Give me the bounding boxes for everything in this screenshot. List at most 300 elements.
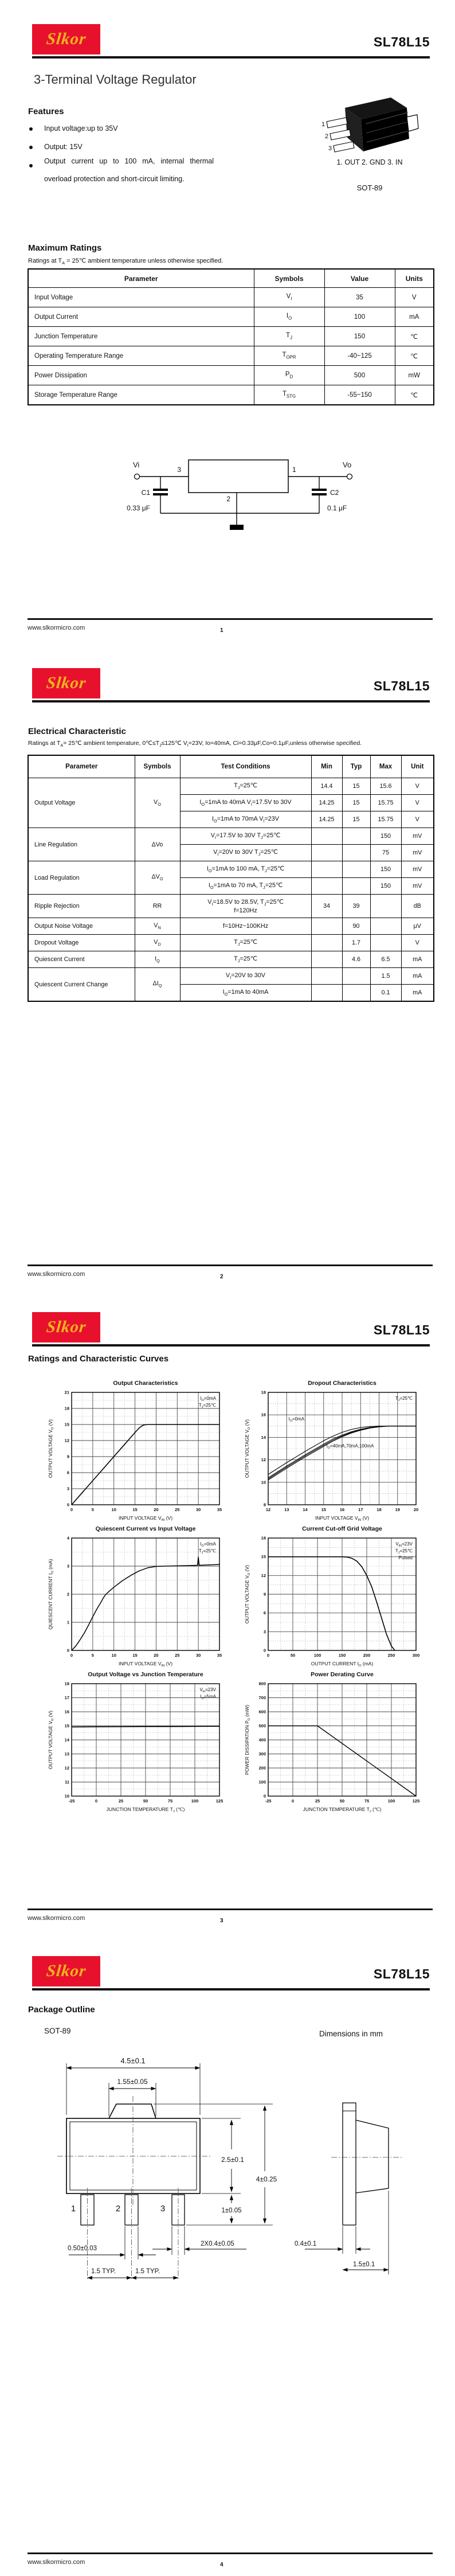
svg-text:16: 16 xyxy=(64,1709,69,1715)
brand-logo-text: Slkor xyxy=(45,1318,87,1336)
svg-text:6: 6 xyxy=(66,1470,69,1476)
svg-text:17: 17 xyxy=(358,1507,363,1512)
table-row xyxy=(28,935,434,951)
unit-cell: μV xyxy=(401,918,434,935)
chart-power-derating xyxy=(242,1669,432,1813)
param-cell: Dropout Voltage xyxy=(28,935,135,951)
param-cell: Storage Temperature Range xyxy=(28,385,254,405)
dim-total-height: 4±0.25 xyxy=(256,2175,277,2183)
table-row xyxy=(28,307,434,327)
brand-logo-text: Slkor xyxy=(45,674,87,692)
package-3d-image xyxy=(309,92,430,155)
svg-text:TJ=25℃: $T_J=25℃$ xyxy=(198,1403,216,1409)
svg-text:OUTPUT VOLTAGE VO (V): OUTPUT VOLTAGE $V_O$ (V) xyxy=(48,1710,54,1770)
svg-text:18: 18 xyxy=(64,1406,69,1411)
svg-text:9: 9 xyxy=(263,1591,266,1597)
svg-text:15: 15 xyxy=(321,1507,326,1512)
min-cell xyxy=(311,951,342,968)
max-cell xyxy=(370,895,401,918)
maximum-ratings-table xyxy=(28,268,434,405)
bullet-icon xyxy=(29,127,33,131)
c1-label: C1 xyxy=(141,489,150,497)
svg-text:TJ=25℃: $T_J=25℃$ xyxy=(395,1548,413,1555)
footer-rule xyxy=(28,2552,433,2554)
curves-heading: Ratings and Characteristic Curves xyxy=(28,1354,169,1364)
brand-logo xyxy=(32,1956,100,1986)
symbol-cell: $\Delta V_O$ xyxy=(135,861,180,895)
param-cell: Line Regulation xyxy=(28,828,135,861)
svg-text:0: 0 xyxy=(263,1793,266,1799)
param-cell: Operating Temperature Range xyxy=(28,346,254,366)
pin-number: 2 xyxy=(325,133,329,140)
cond-cell: $V_I=20V$ to 30V $T_J=25℃$ xyxy=(180,845,311,861)
svg-text:0: 0 xyxy=(70,1653,73,1658)
svg-text:25: 25 xyxy=(175,1653,180,1658)
table-row xyxy=(28,861,434,878)
svg-text:200: 200 xyxy=(258,1765,266,1771)
svg-text:100: 100 xyxy=(313,1653,321,1658)
electrical-heading: Electrical Characteristic xyxy=(28,727,126,736)
electrical-characteristics-table xyxy=(28,755,434,1002)
pin-number: 1 xyxy=(321,121,325,128)
unit-cell: dB xyxy=(401,895,434,918)
svg-text:15: 15 xyxy=(261,1554,266,1560)
unit-cell: mV xyxy=(401,845,434,861)
pin-number: 2 xyxy=(115,2204,121,2214)
value-cell: -40~125 xyxy=(324,346,395,366)
product-title: SL78L15 xyxy=(373,34,430,49)
chart-dropout-characteristics xyxy=(242,1377,432,1522)
unit-cell: mV xyxy=(401,878,434,895)
pin-number: 3 xyxy=(160,2204,166,2214)
pin-number: 1 xyxy=(70,2204,76,2214)
min-cell xyxy=(311,861,342,878)
package-pins-caption: 1. OUT 2. GND 3. IN xyxy=(336,158,403,166)
svg-text:800: 800 xyxy=(258,1681,266,1687)
unit-cell: mA xyxy=(401,951,434,968)
cond-cell: $I_O=1mA$ to 70mA $V_I=23V$ xyxy=(180,811,311,828)
package-tab xyxy=(407,115,418,131)
svg-text:500: 500 xyxy=(258,1723,266,1728)
svg-text:600: 600 xyxy=(258,1709,266,1715)
svg-text:13: 13 xyxy=(64,1751,69,1757)
features-heading: Features xyxy=(28,107,64,116)
svg-text:OUTPUT CURRENT IO (mA): OUTPUT CURRENT $I_O$ (mA) xyxy=(311,1661,374,1668)
unit-cell: mA xyxy=(401,968,434,985)
cond-cell: f=10Hz~100KHz xyxy=(180,918,311,935)
svg-text:35: 35 xyxy=(217,1507,222,1512)
svg-text:300: 300 xyxy=(412,1653,420,1658)
min-cell: 34 xyxy=(311,895,342,918)
param-cell: Ripple Rejection xyxy=(28,895,135,918)
param-cell: Output Voltage xyxy=(28,778,135,828)
symbol-cell: RR xyxy=(135,895,180,918)
table-row xyxy=(28,327,434,346)
value-cell: 150 xyxy=(324,327,395,346)
param-cell: Load Regulation xyxy=(28,861,135,895)
col-units: Units xyxy=(395,269,434,288)
svg-text:15: 15 xyxy=(64,1723,69,1728)
feature-item: Output current up to 100 mA, internal thermal overload protection and short-circuit limiting. xyxy=(44,157,214,183)
min-cell xyxy=(311,968,342,985)
typ-cell: 4.6 xyxy=(342,951,370,968)
col-parameter: Parameter xyxy=(28,269,254,288)
table-row xyxy=(28,918,434,935)
cond-cell: $I_O=1mA$ to 100 mA, $T_J=25℃$ xyxy=(180,861,311,878)
svg-text:0: 0 xyxy=(70,1507,73,1512)
symbol-cell: ΔVo xyxy=(135,828,180,861)
svg-text:10: 10 xyxy=(111,1507,116,1512)
brand-logo-text: Slkor xyxy=(45,1962,87,1980)
svg-text:JUNCTION TEMPERATURE TJ: JUNCTION TEMPERATURE $T_J$ (℃) xyxy=(303,1806,382,1813)
regulator-ic-box xyxy=(189,460,288,493)
table-row xyxy=(28,778,434,795)
svg-text:4: 4 xyxy=(66,1535,69,1541)
pin3-label: 3 xyxy=(177,466,181,474)
svg-text:IO=5mA: $I_O=5mA$ xyxy=(200,1694,216,1700)
value-cell: 100 xyxy=(324,307,395,327)
svg-text:INPUT VOLTAGE VIN (V): INPUT VOLTAGE $V_{IN}$ (V) xyxy=(118,1515,173,1522)
header-rule xyxy=(32,1344,430,1346)
cond-cell: $I_O=1mA$ to 70 mA, $T_J=25℃$ xyxy=(180,878,311,895)
dimensions-note: Dimensions in mm xyxy=(319,2029,383,2038)
svg-text:10: 10 xyxy=(261,1480,266,1485)
svg-text:17: 17 xyxy=(64,1695,69,1700)
svg-text:100: 100 xyxy=(191,1798,199,1804)
symbol-cell: $\Delta I_Q$ xyxy=(135,968,180,1002)
unit-cell: V xyxy=(401,795,434,811)
svg-text:20: 20 xyxy=(154,1653,159,1658)
c1-value: 0.33 μF xyxy=(127,504,150,512)
svg-text:0: 0 xyxy=(291,1798,295,1804)
max-cell: 150 xyxy=(370,861,401,878)
svg-text:Vin=23V: $V_{in}=23V$ xyxy=(199,1687,216,1693)
svg-text:25: 25 xyxy=(175,1507,180,1512)
svg-text:30: 30 xyxy=(195,1653,201,1658)
svg-text:Pulsed: Pulsed xyxy=(398,1555,413,1560)
cond-cell: $T_J=25℃$ xyxy=(180,935,311,951)
svg-text:15: 15 xyxy=(132,1653,138,1658)
brand-logo xyxy=(32,1312,100,1342)
svg-text:0: 0 xyxy=(263,1648,266,1653)
svg-text:16: 16 xyxy=(261,1412,266,1418)
package-outline-drawing xyxy=(46,2042,424,2288)
svg-text:35: 35 xyxy=(217,1653,222,1658)
cond-cell: $T_J=25℃$ xyxy=(180,951,311,968)
chart-output-characteristics xyxy=(46,1377,235,1522)
svg-text:100: 100 xyxy=(258,1779,266,1785)
symbol-cell: $V_N$ xyxy=(135,918,180,935)
dim-pin-pitch: 1.5 TYP. xyxy=(91,2268,116,2275)
svg-text:12: 12 xyxy=(64,1765,69,1771)
dim-body-height: 2.5±0.1 xyxy=(221,2156,244,2164)
svg-text:50: 50 xyxy=(143,1798,148,1804)
svg-text:Quiescent Current vs Input Vol: Quiescent Current vs Input Voltage xyxy=(95,1525,196,1532)
chart-quiescent-current xyxy=(46,1523,235,1668)
max-cell: 15.6 xyxy=(370,778,401,795)
pin2-label: 2 xyxy=(226,495,230,503)
svg-text:150: 150 xyxy=(338,1653,346,1658)
svg-text:15: 15 xyxy=(132,1507,138,1512)
pin-number: 3 xyxy=(328,145,332,152)
svg-text:3: 3 xyxy=(263,1629,266,1634)
cond-cell: $I_O=1mA$ to 40mA xyxy=(180,985,311,1002)
svg-text:15: 15 xyxy=(64,1422,69,1427)
page-number: 3 xyxy=(220,1918,223,1924)
value-cell: -55~150 xyxy=(324,385,395,405)
units-cell: ℃ xyxy=(395,346,434,366)
svg-text:0: 0 xyxy=(66,1502,69,1508)
application-circuit-diagram xyxy=(120,453,367,539)
symbol-cell: $T_{OPR}$ xyxy=(254,346,324,366)
param-cell: Output Current xyxy=(28,307,254,327)
cond-cell: $V_I=20V$ to 30V xyxy=(180,968,311,985)
svg-text:13: 13 xyxy=(284,1507,289,1512)
svg-text:Current Cut-off Grid Voltage: Current Cut-off Grid Voltage xyxy=(302,1525,382,1532)
table-row xyxy=(28,385,434,405)
svg-text:1: 1 xyxy=(66,1619,69,1625)
svg-text:18: 18 xyxy=(261,1535,266,1541)
svg-text:0: 0 xyxy=(66,1648,69,1653)
svg-text:12: 12 xyxy=(64,1438,69,1443)
header-rule xyxy=(32,700,430,702)
min-cell xyxy=(311,845,342,861)
unit-cell: V xyxy=(401,811,434,828)
svg-text:IO=0mA: $I_O=0mA$ xyxy=(200,1541,216,1548)
svg-text:8: 8 xyxy=(263,1502,266,1508)
param-cell: Power Dissipation xyxy=(28,366,254,385)
param-cell: Junction Temperature xyxy=(28,327,254,346)
value-cell: 500 xyxy=(324,366,395,385)
svg-text:30: 30 xyxy=(195,1507,201,1512)
package-name: SOT-89 xyxy=(44,2027,71,2035)
svg-text:25: 25 xyxy=(118,1798,124,1804)
svg-text:POWER DISSIPATION PD (mW: POWER DISSIPATION $P_D$ (mW) xyxy=(244,1704,251,1775)
dim-pin-thickness: 0.4±0.1 xyxy=(295,2241,317,2247)
svg-text:21: 21 xyxy=(64,1390,69,1395)
max-cell: 15.75 xyxy=(370,795,401,811)
typ-cell: 15 xyxy=(342,811,370,828)
unit-cell: mV xyxy=(401,861,434,878)
svg-text:VIN=23V: $V_{IN}=23V$ xyxy=(395,1541,413,1548)
unit-cell: V xyxy=(401,935,434,951)
svg-text:3: 3 xyxy=(66,1486,69,1492)
col-min: Min xyxy=(311,755,342,778)
col-parameter: Parameter xyxy=(28,755,135,778)
feature-item: Input voltage:up to 35V xyxy=(44,124,118,132)
svg-text:50: 50 xyxy=(290,1653,296,1658)
svg-text:TJ=25℃: $T_J=25℃$ xyxy=(198,1548,216,1555)
svg-text:400: 400 xyxy=(258,1737,266,1743)
product-title: SL78L15 xyxy=(373,1322,430,1337)
col-typ: Typ xyxy=(342,755,370,778)
svg-text:Dropout Characteristics: Dropout Characteristics xyxy=(308,1380,376,1387)
table-row xyxy=(28,895,434,918)
package-outline-heading: Package Outline xyxy=(28,2005,95,2015)
svg-text:OUTPUT VOLTAGE VO (V): OUTPUT VOLTAGE $V_O$ (V) xyxy=(244,1564,251,1624)
unit-cell: mV xyxy=(401,828,434,845)
chart-current-cutoff xyxy=(242,1523,432,1668)
page-number: 1 xyxy=(220,627,223,634)
table-row xyxy=(28,968,434,985)
svg-text:5: 5 xyxy=(91,1653,94,1658)
min-cell: 14.25 xyxy=(311,795,342,811)
min-cell: 14.4 xyxy=(311,778,342,795)
vo-label: Vo xyxy=(343,460,352,469)
typ-cell: 39 xyxy=(342,895,370,918)
units-cell: ℃ xyxy=(395,385,434,405)
svg-text:125: 125 xyxy=(412,1798,420,1804)
svg-text:16: 16 xyxy=(339,1507,345,1512)
svg-text:INPUT VOLTAGE VIN (V): INPUT VOLTAGE $V_{IN}$ (V) xyxy=(315,1515,370,1522)
header-rule xyxy=(32,56,430,58)
unit-cell: V xyxy=(401,778,434,795)
dim-tab-width: 1.55±0.05 xyxy=(117,2078,148,2086)
svg-text:5: 5 xyxy=(91,1507,94,1512)
svg-text:75: 75 xyxy=(167,1798,173,1804)
cond-cell: $V_I=17.5V$ to 30V $T_J=25℃$ xyxy=(180,828,311,845)
max-cell: 150 xyxy=(370,878,401,895)
svg-text:18: 18 xyxy=(64,1681,69,1687)
svg-text:200: 200 xyxy=(363,1653,371,1658)
svg-text:25: 25 xyxy=(315,1798,320,1804)
svg-text:IO=0mA: $I_O=0mA$ xyxy=(200,1396,216,1402)
svg-text:250: 250 xyxy=(387,1653,395,1658)
min-cell xyxy=(311,878,342,895)
ground-symbol xyxy=(230,525,244,530)
svg-text:0: 0 xyxy=(95,1798,98,1804)
svg-text:10: 10 xyxy=(64,1793,69,1799)
svg-text:-25: -25 xyxy=(265,1798,272,1804)
typ-cell: 90 xyxy=(342,918,370,935)
max-cell: 75 xyxy=(370,845,401,861)
vi-label: Vi xyxy=(133,460,140,469)
max-cell xyxy=(370,918,401,935)
param-cell: Input Voltage xyxy=(28,288,254,307)
svg-text:TJ=25℃: $T_J=25℃$ xyxy=(395,1396,413,1402)
param-cell: Quiescent Current xyxy=(28,951,135,968)
page-number: 2 xyxy=(220,1274,223,1280)
svg-text:JUNCTION TEMPERATURE TJ: JUNCTION TEMPERATURE $T_J$ (℃) xyxy=(106,1806,185,1813)
col-symbols: Symbols xyxy=(254,269,324,288)
col-max: Max xyxy=(370,755,401,778)
table-row xyxy=(28,366,434,385)
max-cell: 6.5 xyxy=(370,951,401,968)
units-cell: V xyxy=(395,288,434,307)
svg-text:12: 12 xyxy=(265,1507,271,1512)
svg-text:19: 19 xyxy=(395,1507,400,1512)
svg-text:3: 3 xyxy=(66,1563,69,1569)
vo-terminal xyxy=(347,474,352,479)
c2-label: C2 xyxy=(330,489,339,497)
max-cell: 15.75 xyxy=(370,811,401,828)
svg-text:INPUT VOLTAGE VIN (V): INPUT VOLTAGE $V_{IN}$ (V) xyxy=(118,1661,173,1668)
svg-text:IO=40mA,70mA,100mA: $I_O=40mA,70mA,100mA$ xyxy=(326,1443,374,1450)
svg-text:IO=0mA: $I_O=0mA$ xyxy=(288,1416,305,1423)
typ-cell xyxy=(342,828,370,845)
svg-text:QUIESCENT CURRENT IO (mA: QUIESCENT CURRENT $I_O$ (mA) xyxy=(48,1559,54,1630)
bullet-icon xyxy=(29,164,33,167)
svg-text:Output Voltage vs Junction Tem: Output Voltage vs Junction Temperature xyxy=(88,1671,203,1678)
min-cell xyxy=(311,918,342,935)
product-title: SL78L15 xyxy=(373,1966,430,1981)
svg-text:50: 50 xyxy=(339,1798,345,1804)
symbol-cell: $V_I$ xyxy=(254,288,324,307)
footer-rule xyxy=(28,1908,433,1910)
electrical-subtitle: Ratings at $T_A=$ 25℃ ambient temperature, $0℃\le T_J\le 125℃$ $V_I=23V$, Io=40mA, Ci=0.33μF,Co=0.1μF,unless otherwise specified. xyxy=(28,740,362,748)
svg-text:100: 100 xyxy=(387,1798,395,1804)
table-header-row xyxy=(28,269,434,288)
svg-text:300: 300 xyxy=(258,1751,266,1757)
footer-rule xyxy=(28,1264,433,1266)
symbol-cell: $P_D$ xyxy=(254,366,324,385)
footer-website: www.slkormicro.com xyxy=(28,1271,85,1278)
svg-text:6: 6 xyxy=(263,1610,266,1616)
page-number: 4 xyxy=(220,2562,223,2568)
table-row xyxy=(28,828,434,845)
svg-text:10: 10 xyxy=(111,1653,116,1658)
symbol-cell: $T_{STG}$ xyxy=(254,385,324,405)
typ-cell xyxy=(342,878,370,895)
svg-text:9: 9 xyxy=(66,1454,69,1459)
typ-cell xyxy=(342,845,370,861)
max-ratings-subtitle: Ratings at $T_A$ = 25℃ ambient temperature unless otherwise specified. xyxy=(28,257,223,266)
min-cell xyxy=(311,935,342,951)
table-header-row xyxy=(28,755,434,778)
symbol-cell: $I_O$ xyxy=(254,307,324,327)
typ-cell xyxy=(342,968,370,985)
dim-pin-length: 1±0.05 xyxy=(221,2207,242,2214)
bullet-icon xyxy=(29,146,33,149)
dim-width: 4.5±0.1 xyxy=(120,2056,146,2065)
package-name: SOT-89 xyxy=(356,184,383,192)
typ-cell: 15 xyxy=(342,795,370,811)
cond-cell: $I_O=1mA$ to 40mA $V_I=17.5V$ to 30V xyxy=(180,795,311,811)
table-row xyxy=(28,951,434,968)
dim-body-thickness: 1.5±0.1 xyxy=(353,2261,375,2268)
svg-text:14: 14 xyxy=(64,1737,69,1743)
svg-text:2: 2 xyxy=(66,1591,69,1597)
svg-text:OUTPUT VOLTAGE VO (V): OUTPUT VOLTAGE $V_O$ (V) xyxy=(244,1419,251,1478)
footer-website: www.slkormicro.com xyxy=(28,2559,85,2566)
col-symbols: Symbols xyxy=(135,755,180,778)
svg-text:0: 0 xyxy=(266,1653,270,1658)
cond-cell: $V_I=18.5V$ to 28.5V, $T_J=25℃$ f=120Hz xyxy=(180,895,311,918)
svg-text:Output Characteristics: Output Characteristics xyxy=(113,1380,178,1387)
svg-text:700: 700 xyxy=(258,1695,266,1700)
footer-website: www.slkormicro.com xyxy=(28,1915,85,1922)
symbol-cell: $V_O$ xyxy=(135,778,180,828)
typ-cell xyxy=(342,985,370,1002)
svg-text:20: 20 xyxy=(413,1507,419,1512)
dim-pin-width2: 2X0.4±0.05 xyxy=(201,2241,234,2247)
footer-rule xyxy=(28,618,433,620)
svg-text:125: 125 xyxy=(215,1798,223,1804)
svg-text:12: 12 xyxy=(261,1572,266,1578)
typ-cell: 1.7 xyxy=(342,935,370,951)
brand-logo-text: Slkor xyxy=(45,30,87,48)
dim-pin-pitch: 1.5 TYP. xyxy=(135,2268,160,2275)
pin1-label: 1 xyxy=(292,466,296,474)
max-ratings-heading: Maximum Ratings xyxy=(28,243,102,253)
unit-cell: mA xyxy=(401,985,434,1002)
dim-pin-width: 0.50±0.03 xyxy=(68,2245,97,2252)
svg-text:14: 14 xyxy=(261,1434,266,1440)
symbol-cell: $V_D$ xyxy=(135,935,180,951)
svg-text:OUTPUT VOLTAGE VO (V): OUTPUT VOLTAGE $V_O$ (V) xyxy=(48,1419,54,1478)
product-title: SL78L15 xyxy=(373,678,430,693)
chart-vout-vs-temperature xyxy=(46,1669,235,1813)
